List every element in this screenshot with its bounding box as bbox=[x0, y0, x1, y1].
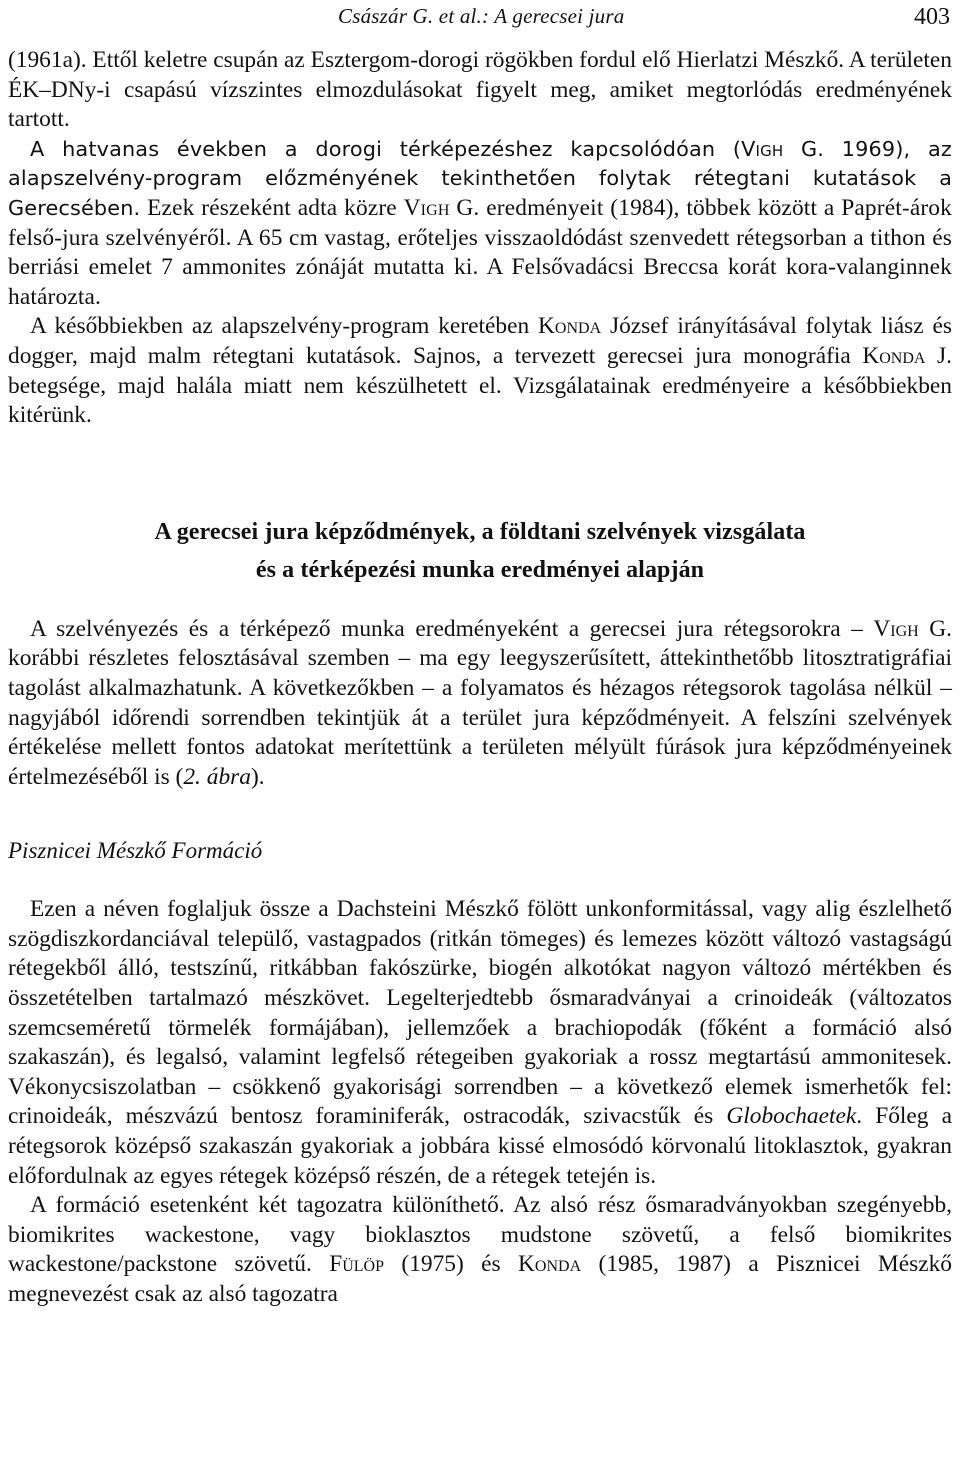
page-number: 403 bbox=[914, 4, 950, 30]
intro-paragraph-1-text: (1961a). Ettől keletre csupán az Esztergom-dorogi rögökben fordul elő Hierlatzi Mészkő. A területen ÉK–DNy-i csapású vízszintes elmozdulásokat figyelt meg, amiket megtorlódás eredményének tartott. bbox=[8, 47, 952, 133]
subsection-heading: Pisznicei Mészkő Formáció bbox=[8, 838, 263, 864]
intro-paragraph-2-text-d: . eredményeit (1984), többek között a Paprét-árok felső-jura szelvényéről. A 65 cm vastag, erőteljes visszaoldódást szenvedett rétegsorban a tithon és berriási emelet 7 ammonites zónáját mutatta ki. A Felsővadácsi Breccsa korát kora-valanginnek határozta. bbox=[8, 194, 952, 310]
subsection-paragraph-2-text-b: (1975) és bbox=[384, 1251, 519, 1278]
author-name: Fülöp bbox=[329, 1251, 385, 1278]
intro-paragraph-1 bbox=[8, 46, 952, 135]
section-heading-line-2: és a térképezési munka eredményei alapján bbox=[255, 556, 705, 583]
intro-paragraph-3-text-b: József irányításával folytak liász és dogger, majd malm rétegtani kutatások. Sajnos, a tervezett gerecsei jura monográfia bbox=[8, 313, 952, 369]
intro-paragraph-3-text-c: J. betegsége, majd halála miatt nem készülhetett el. Vizsgálatainak eredményeire a későbbiekben kitérünk. bbox=[8, 342, 952, 429]
genus-name: Globochaetek bbox=[726, 1103, 857, 1130]
section-heading bbox=[8, 513, 952, 589]
section-paragraph-1-text-a: A szelvényezés és a térképező munka eredményeként a gerecsei jura rétegsorokra – bbox=[30, 615, 874, 642]
intro-paragraph-2-text-a: A hatvanas években a dorogi térképezéshez kapcsolódóan ( bbox=[30, 136, 742, 161]
author-name: Konda bbox=[518, 1251, 582, 1278]
subsection-paragraph-1-text-a: Ezen a néven foglaljuk össze a Dachsteini Mészkő fölött unkonformitással, vagy alig észlelhető szögdiszkordanciával települő, vastagpados (ritkán tömeges) és lemezes között változó vastagságú rétegekből álló, testszínű, ritkábban fakószürke, biogén alkotókat nagyon változó mértékben és összetételben tartalmazó mészkövet. Legelterjedtebb ősmaradványai a crinoideák (változatos szemcseméretű törmelék formájában), jellemzőek a brachiopodák (főként a formáció alsó szakaszán), és legalsó, valamint legfelső rétegeiben gyakoriak a rossz megtartású ammonitesek. Vékonycsiszolatban – csökkenő gyakorisági sorrendben – a következő elemek ismerhetők fel: crinoideák, mészvázú bentosz foraminiferák, ostracodák, szivacstűk és bbox=[8, 896, 952, 1130]
spacer bbox=[8, 589, 952, 615]
section-paragraph-1-text-b: . korábbi részletes felosztásával szemben – ma egy leegyszerűsített, áttekinthetőbb litosztratigráfiai tagolást alkalmazhatunk. A következőkben – a folyamatos és hézagos rétegsorok tagolása nélkül – nagyjából időrendi sorrendben tekintjük át a terület jura képződményeit. A felszíni szelvények értékelése mellett fontos adatokat merítettünk a területen mélyült fúrások jura képződményeinek értelmezéséből is ( bbox=[8, 615, 952, 790]
subsection-paragraph-2-text-a: A formáció esetenként két tagozatra különíthető. Az alsó rész ősmaradványokban szegényebb, biomikrites wackestone, vagy bioklasztos mudstone szövetű, a felső biomikrites wackestone/packstone szövetű. bbox=[8, 1192, 952, 1278]
author-name: Vigh G bbox=[873, 615, 947, 642]
subsection-paragraph-2-text-c: (1985, 1987) a Pisznicei Mészkő megnevezést csak az alsó tagozatra bbox=[8, 1251, 952, 1307]
section-paragraph-1-text-c: ). bbox=[250, 763, 265, 790]
subsection-paragraph-1 bbox=[8, 895, 952, 1191]
subsection-paragraph-2 bbox=[8, 1191, 952, 1309]
author-name: Konda bbox=[538, 313, 602, 340]
subsection-paragraph-1-text-b: . Főleg a rétegsorok középső szakaszán gyakoriak a jobbára kissé elmosódó körvonalú litoklasztok, gyakran előfordulnak az egyes rétegek középső részén, de a rétegek tetején is. bbox=[8, 1103, 952, 1189]
section-heading-line-1: A gerecsei jura képződmények, a földtani szelvények vizsgálata bbox=[154, 518, 806, 545]
intro-paragraph-2-text-c: Ezek részeként adta közre bbox=[140, 194, 404, 221]
section-paragraph-1 bbox=[8, 615, 952, 793]
running-title: Császár G. et al.: A gerecsei jura bbox=[338, 4, 625, 28]
figure-reference: 2. ábra bbox=[183, 763, 251, 790]
intro-paragraph-3-text-a: A későbbiekben az alapszelvény-program keretében bbox=[30, 313, 539, 340]
page-content bbox=[8, 0, 952, 1310]
intro-paragraph-2-text-b: . 1969), az alapszelvény-program előzményének tekinthetően folytak rétegtani kutatások a Gerecsében. bbox=[8, 136, 952, 220]
intro-paragraph-2 bbox=[8, 135, 952, 313]
running-header bbox=[8, 0, 952, 46]
author-name: Vigh G bbox=[741, 136, 818, 161]
author-name: Vigh G bbox=[403, 194, 474, 221]
author-name: Konda bbox=[862, 342, 926, 369]
intro-paragraph-3 bbox=[8, 312, 952, 430]
